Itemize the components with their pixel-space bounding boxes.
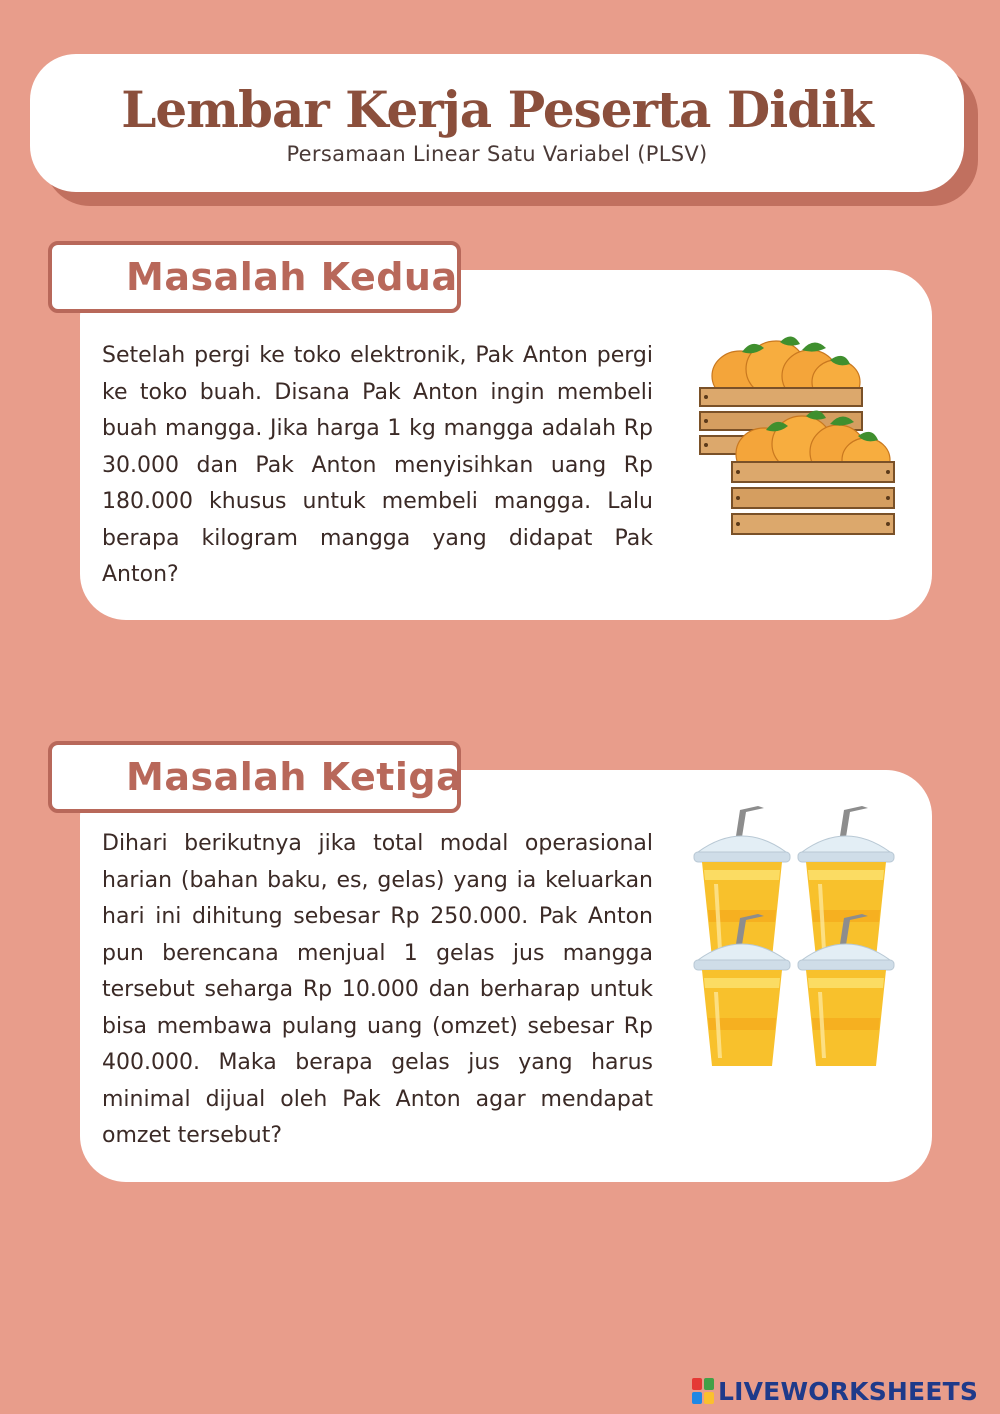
problem-card-ketiga bbox=[80, 770, 932, 1182]
mango-crates-icon bbox=[698, 314, 904, 540]
page-subtitle: Persamaan Linear Satu Variabel (PLSV) bbox=[286, 142, 708, 166]
problem-card-kedua bbox=[80, 270, 932, 620]
brand-name: LIVEWORKSHEETS bbox=[718, 1376, 979, 1406]
liveworksheets-logo bbox=[692, 1376, 978, 1406]
problem-label-ketiga: Masalah Ketiga bbox=[126, 755, 463, 799]
page-title: Lembar Kerja Peserta Didik bbox=[121, 80, 873, 139]
liveworksheets-icon bbox=[692, 1378, 714, 1404]
juice-cups-icon bbox=[692, 800, 904, 1090]
tab-masalah-ketiga bbox=[48, 741, 461, 813]
problem-text-kedua: Setelah pergi ke toko elektronik, Pak Anton pergi ke toko buah. Disana Pak Anton ingin membeli buah mangga. Jika harga 1 kg mangga adalah Rp 30.000 dan Pak Anton menyisihkan uang Rp 180.000 khusus untuk membeli mangga. Lalu berapa kilogram mangga yang didapat Pak Anton? bbox=[102, 343, 653, 587]
tab-masalah-kedua bbox=[48, 241, 461, 313]
header-banner bbox=[30, 54, 964, 192]
problem-label-kedua: Masalah Kedua bbox=[126, 255, 458, 299]
problem-text-ketiga: Dihari berikutnya jika total modal operasional harian (bahan baku, es, gelas) yang ia keluarkan hari ini dihitung sebesar Rp 250.000. Pak Anton pun berencana menjual 1 gelas jus mangga tersebut seharga Rp 10.000 dan berharap untuk bisa membawa pulang uang (omzet) sebesar Rp 400.000. Maka berapa gelas jus yang harus minimal dijual oleh Pak Anton agar mendapat omzet tersebut? bbox=[102, 831, 653, 1148]
